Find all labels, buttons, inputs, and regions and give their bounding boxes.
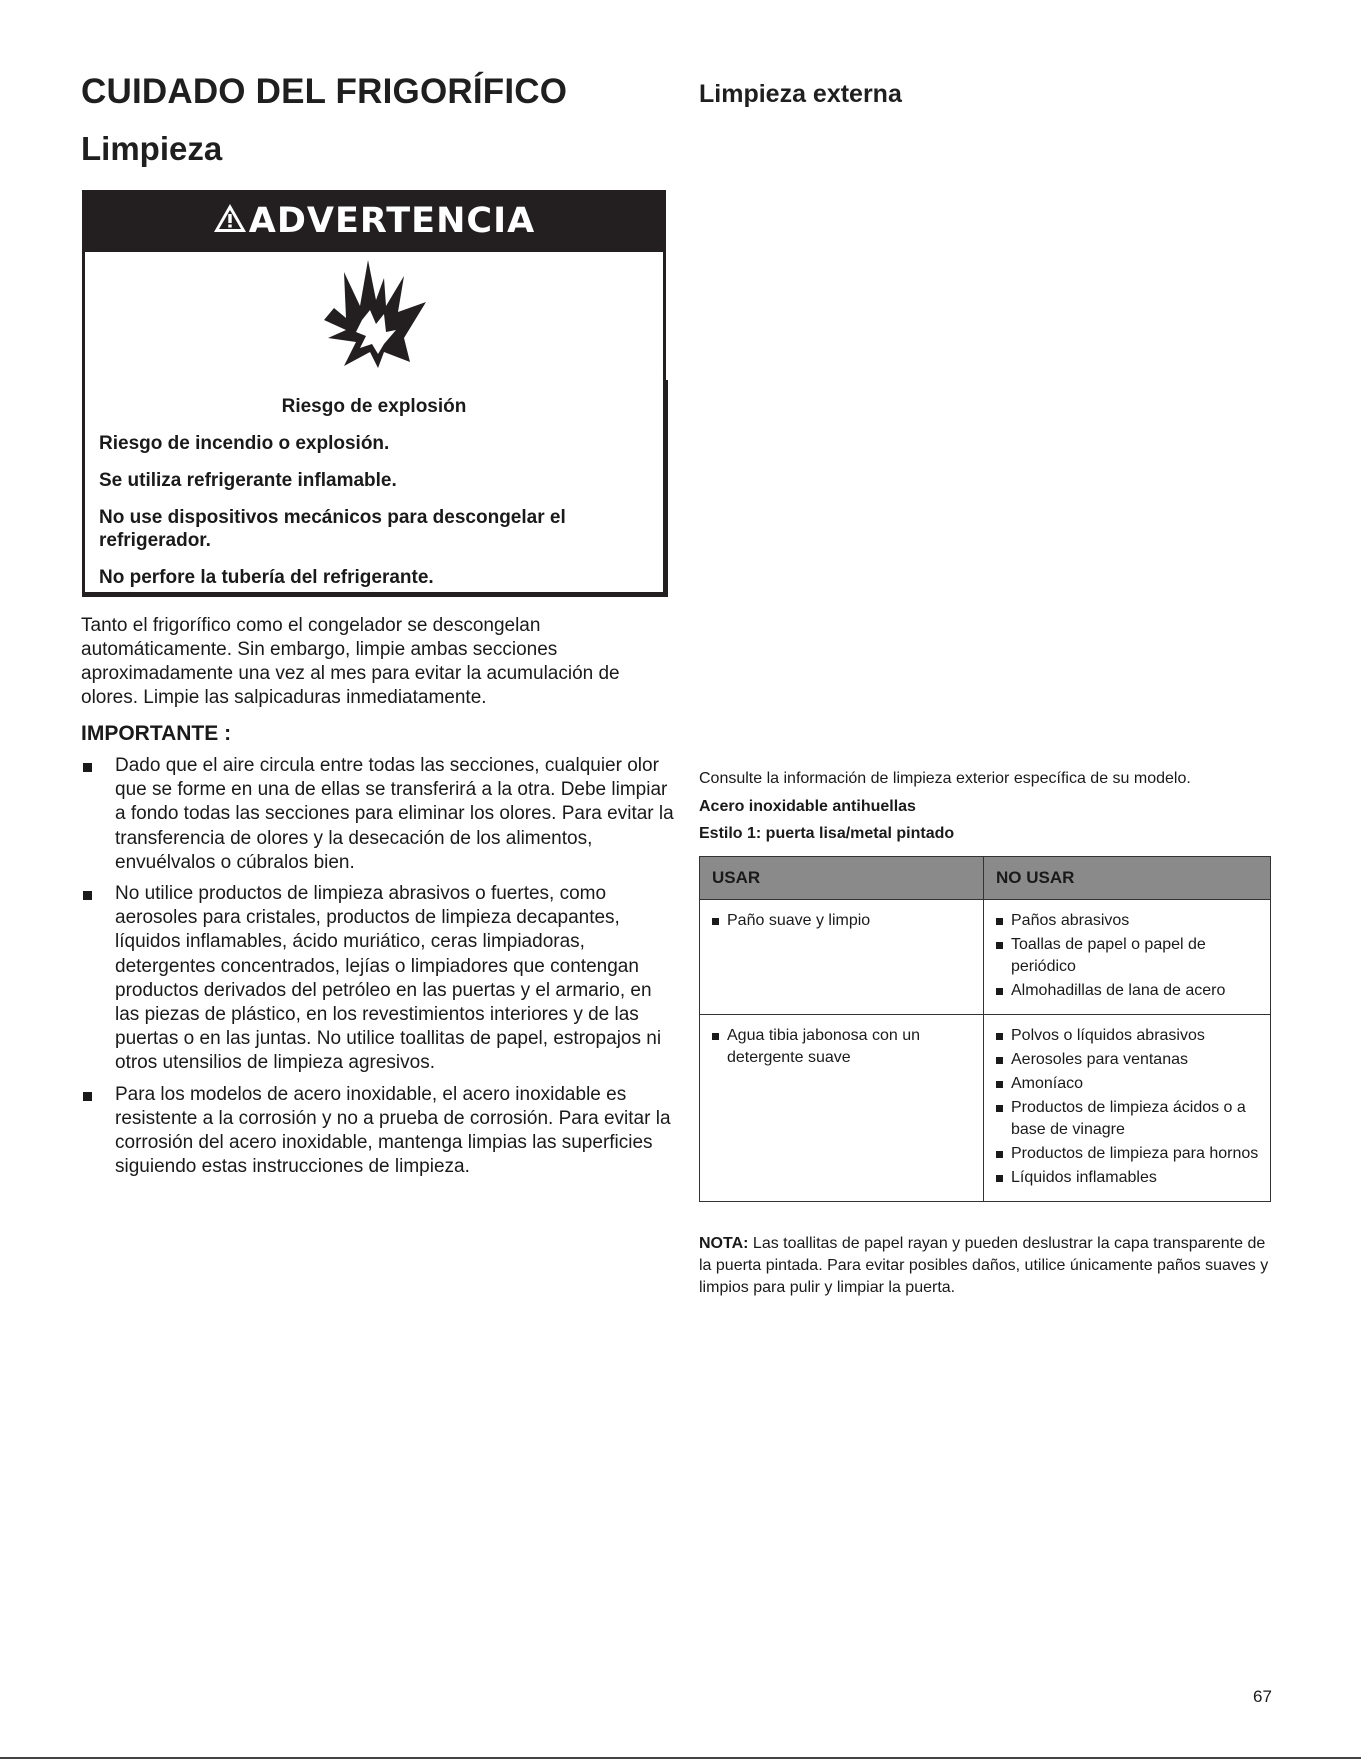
cell-item-text: Almohadillas de lana de acero (1011, 982, 1226, 999)
square-bullet-icon (83, 891, 92, 900)
square-bullet-icon (996, 942, 1003, 949)
cell-item-text: Aerosoles para ventanas (1011, 1051, 1188, 1068)
square-bullet-icon (996, 1033, 1003, 1040)
column-header-use: USAR (700, 857, 984, 900)
square-bullet-icon (996, 1081, 1003, 1088)
cell-item (996, 1097, 1260, 1141)
square-bullet-icon (996, 1105, 1003, 1112)
bottom-divider (0, 1757, 1361, 1759)
cleaning-table (699, 856, 1271, 1202)
cell-item-text: Productos de limpieza para hornos (1011, 1145, 1259, 1162)
warning-triangle-icon (213, 203, 247, 233)
cell-item-text: Productos de limpieza ácidos o a base de vinagre (1011, 1099, 1246, 1138)
section-title: Limpieza (81, 130, 223, 167)
cell-item-text: Polvos o líquidos abrasivos (1011, 1027, 1205, 1044)
list-item-text: Dado que el aire circula entre todas las secciones, cualquier olor que se forme en una de ellas se transferirá a la otra. Debe limpiar a fondo todas las secciones para eliminar los olores. Para evitar la transferencia de olores y la desecación de los alimentos, envuélvalos o cúbralos bien. (115, 755, 674, 873)
square-bullet-icon (996, 918, 1003, 925)
cell-item (996, 910, 1260, 932)
cell-item (996, 980, 1260, 1002)
external-cleaning-title: Limpieza externa (699, 80, 902, 108)
table-row (700, 1015, 1271, 1202)
square-bullet-icon (996, 988, 1003, 995)
cell-item-text: Paños abrasivos (1011, 912, 1130, 929)
warning-line: Riesgo de incendio o explosión. (99, 433, 390, 454)
square-bullet-icon (996, 1057, 1003, 1064)
cell-item (712, 1025, 973, 1069)
warning-title: Riesgo de explosión (281, 396, 467, 417)
warning-box (82, 190, 666, 600)
cell-item-text: Paño suave y limpio (727, 912, 871, 929)
note-paragraph (699, 1233, 1279, 1299)
no-use-cell (984, 1015, 1271, 1202)
use-cell (700, 1015, 984, 1202)
table-row (700, 900, 1271, 1015)
use-cell (700, 900, 984, 1015)
warning-symbol-panel (82, 252, 666, 383)
square-bullet-icon (996, 1151, 1003, 1158)
page-number: 67 (1253, 1687, 1272, 1706)
note-label: NOTA: (699, 1235, 749, 1252)
table-header-row (700, 857, 1271, 900)
warning-text-panel (82, 380, 668, 597)
list-item-text: Para los modelos de acero inoxidable, el acero inoxidable es resistente a la corrosión y no a prueba de corrosión. Para evitar la corrosión del acero inoxidable, mantenga limpias las superficies siguiendo estas instrucciones de limpieza. (115, 1083, 671, 1178)
cell-item (996, 1143, 1260, 1165)
square-bullet-icon (996, 1175, 1003, 1182)
warning-header (82, 190, 666, 252)
cell-item (996, 1167, 1260, 1189)
steel-heading: Acero inoxidable antihuellas (699, 798, 916, 815)
important-list (81, 754, 681, 1186)
warning-header-label: ADVERTENCIA (248, 201, 536, 241)
list-item-text: No utilice productos de limpieza abrasivos o fuertes, como aerosoles para cristales, productos de limpieza decapantes, líquidos inflamables, ácido muriático, ceras limpiadoras, detergentes concentrados, lejías o limpiadores que contengan productos derivados del petróleo en las puertas y el armario, en las piezas de plástico, en los revestimientos interiores y de las puertas o en las juntas. No utilice toallitas de papel, estropajos ni otros utensilios de limpieza agresivos. (115, 883, 662, 1074)
cell-item-text: Amoníaco (1011, 1075, 1084, 1092)
cell-item (996, 1025, 1260, 1047)
warning-line: No perfore la tubería del refrigerante. (99, 567, 434, 588)
no-use-cell (984, 900, 1271, 1015)
style-heading: Estilo 1: puerta lisa/metal pintado (699, 825, 955, 842)
list-item (81, 882, 681, 1076)
warning-line: Se utiliza refrigerante inflamable. (99, 470, 397, 491)
page-title: CUIDADO DEL FRIGORÍFICO (81, 72, 568, 111)
important-heading: IMPORTANTE : (81, 722, 232, 745)
list-item (81, 754, 681, 875)
warning-line: No use dispositivos mecánicos para descongelar el refrigerador. (99, 507, 566, 551)
square-bullet-icon (712, 1033, 719, 1040)
cell-item (996, 1073, 1260, 1095)
cell-item-text: Agua tibia jabonosa con un detergente suave (727, 1027, 921, 1066)
square-bullet-icon (712, 918, 719, 925)
consult-text: Consulte la información de limpieza exterior específica de su modelo. (699, 770, 1191, 787)
square-bullet-icon (83, 763, 92, 772)
list-item (81, 1083, 681, 1180)
column-header-no-use: NO USAR (984, 857, 1271, 900)
cell-item-text: Líquidos inflamables (1011, 1169, 1157, 1186)
explosion-icon (322, 258, 432, 370)
cell-item (996, 934, 1260, 978)
cell-item (712, 910, 973, 932)
square-bullet-icon (83, 1092, 92, 1101)
intro-paragraph: Tanto el frigorífico como el congelador se descongelan automáticamente. Sin embargo, limpie ambas secciones aproximadamente una vez al mes para evitar la acumulación de olores. Limpie las salpicaduras inmediatamente. (81, 615, 620, 708)
cell-item (996, 1049, 1260, 1071)
cell-item-text: Toallas de papel o papel de periódico (1011, 936, 1206, 975)
note-text: Las toallitas de papel rayan y pueden deslustrar la capa transparente de la puerta pintada. Para evitar posibles daños, utilice únicamente paños suaves y limpios para pulir y limpiar la puerta. (699, 1235, 1269, 1296)
